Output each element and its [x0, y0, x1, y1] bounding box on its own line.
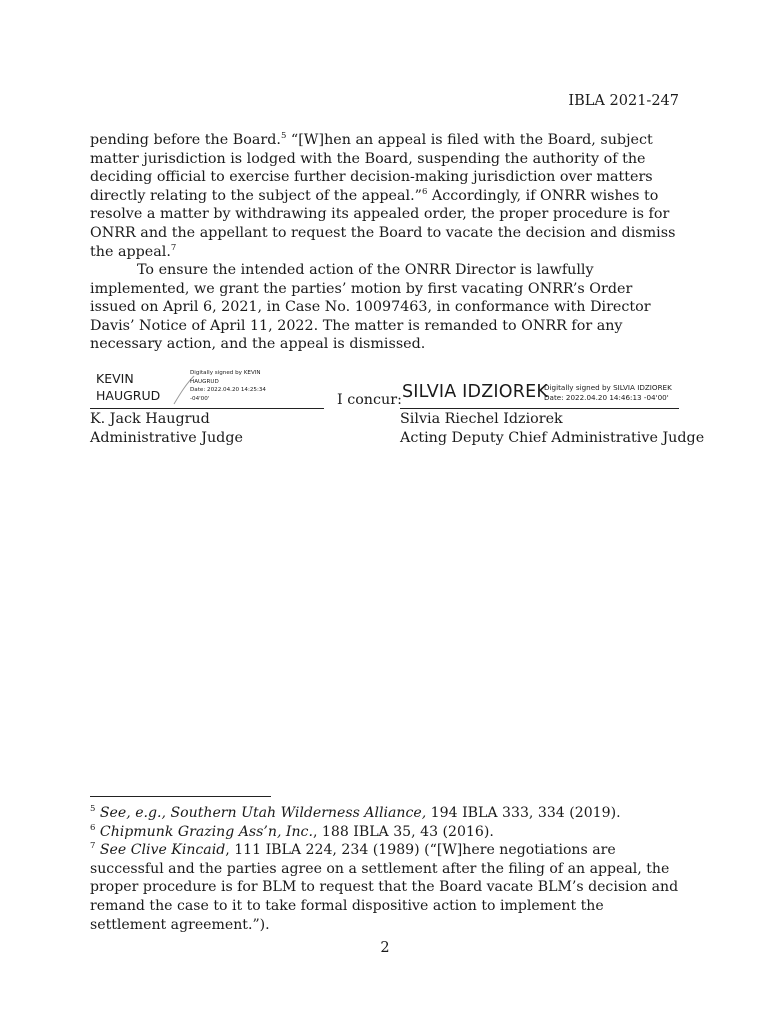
signature-last-name: HAUGRUD	[96, 388, 161, 403]
page-number: 2	[380, 940, 390, 956]
footnote-6	[90, 823, 684, 842]
digital-signature-line: Date: 2022.04.20 14:46:13 -04'00'	[544, 393, 669, 402]
citation-italic: Chipmunk Grazing Ass’n, Inc.	[99, 823, 313, 840]
paragraph-jurisdiction	[90, 131, 680, 261]
signer-left	[90, 410, 243, 448]
citation-text: 194 IBLA 333, 334 (2019).	[426, 805, 621, 821]
signer-name: K. Jack Haugrud	[90, 411, 210, 427]
signature-line-left	[90, 408, 324, 409]
footnote-number: 7	[90, 841, 96, 852]
digital-signature-line: Digitally signed by KEVIN	[190, 370, 261, 376]
signer-right	[400, 410, 704, 448]
digital-signature-details-right	[544, 383, 672, 403]
footnote-number: 6	[90, 822, 96, 833]
docket-number: IBLA 2021-247	[568, 93, 679, 109]
digital-signature-line: -04'00'	[190, 395, 210, 402]
footnote-5	[90, 804, 684, 823]
footnote-ref-6[interactable]: 6	[421, 186, 428, 197]
signature-first-name: KEVIN	[96, 371, 134, 386]
signer-title: Acting Deputy Chief Administrative Judge	[400, 430, 705, 446]
signer-title: Administrative Judge	[90, 430, 243, 446]
citation-italic: See, e.g., Southern Utah Wilderness Alliance,	[99, 805, 427, 821]
digital-signature-details-left	[190, 369, 280, 403]
paragraph-text: pending before the Board.	[90, 132, 281, 148]
digital-signature-line: Date: 2022.04.20 14:25:34	[190, 387, 266, 393]
digital-signature-line: Digitally signed by SILVIA IDZIOREK	[544, 383, 672, 392]
footnote-divider	[90, 796, 271, 797]
concur-label: I concur:	[337, 392, 402, 408]
footnote-7	[90, 841, 684, 934]
footnote-ref-5[interactable]: 5	[280, 131, 287, 141]
paragraph-text: “[W]hen an appeal is filed with the Board, subject matter jurisdiction is lodged with the Board, suspending the authority of the deciding official to exercise further decision-making jurisdiction over matters directly relating to the subject of the appeal.”	[90, 132, 653, 204]
paragraph-text: To ensure the intended action of the ONRR Director is lawfully implemented, we grant the parties’ motion by first vacating ONRR’s Order issued on April 6, 2021, in Case No. 10097463, in conformance with Director Davis’ Notice of April 11, 2022. The matter is remanded to ONRR for any necessary action, and the appeal is dismissed.	[90, 262, 651, 353]
digital-signature-line: HAUGRUD	[190, 378, 219, 385]
footnotes	[90, 804, 684, 934]
paragraph-text: Accordingly, if ONRR wishes to resolve a matter by withdrawing its appealed order, the proper procedure is for ONRR and the appellant to request the Board to vacate the decision and dismiss the appeal.	[90, 187, 676, 260]
signature-right[interactable]: SILVIA IDZIOREK	[402, 382, 549, 402]
citation-italic: See Clive Kincaid	[99, 842, 226, 859]
signature-line-right	[400, 408, 679, 409]
citation-text: , 111 IBLA 224, 234 (1989) (“[W]here negotiations are successful and the parties agree on a settlement after the filing of an appeal, the proper procedure is for BLM to request that the Board vacate BLM’s decision and remand the case to it to take formal dispositive action to implement the settlement agreement.”).	[90, 842, 679, 933]
footnote-number: 5	[90, 804, 96, 814]
footnote-ref-7[interactable]: 7	[170, 242, 177, 253]
signature-left[interactable]	[96, 370, 160, 404]
citation-text: , 188 IBLA 35, 43 (2016).	[312, 823, 494, 840]
paragraph-order	[90, 261, 680, 354]
signer-name: Silvia Riechel Idziorek	[400, 411, 563, 427]
